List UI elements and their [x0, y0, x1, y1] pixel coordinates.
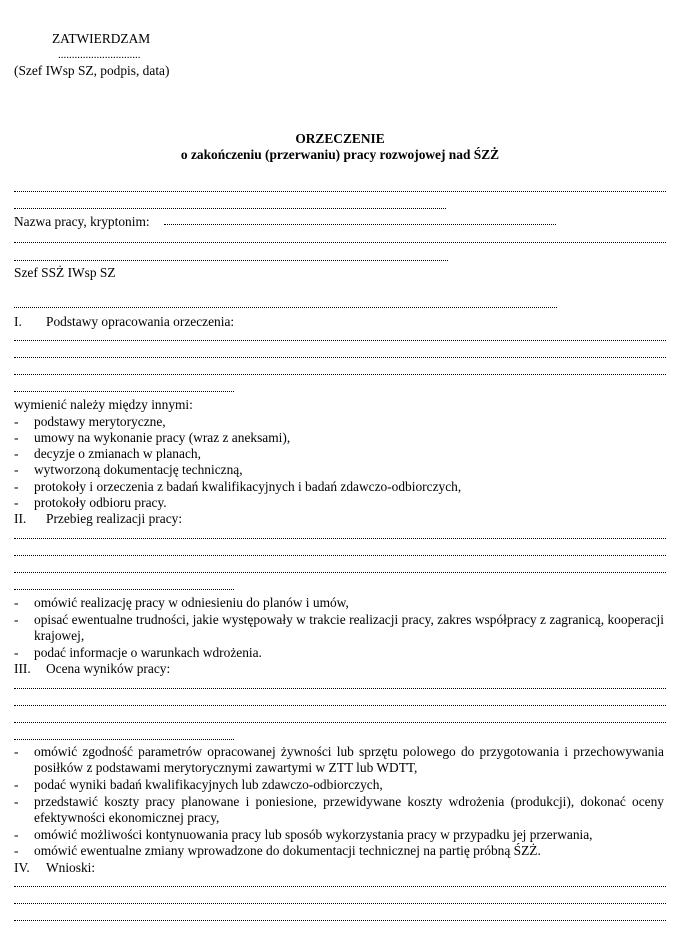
approval-heading: ZATWIERDZAM	[52, 31, 151, 46]
approval-signature-dots: ..............................	[58, 49, 141, 61]
document-title: ORZECZENIE	[295, 131, 385, 146]
fill-line[interactable]	[14, 250, 448, 261]
fill-line[interactable]	[14, 381, 234, 392]
approval-caption: (Szef IWsp SZ, podpis, data)	[14, 63, 170, 78]
fill-line[interactable]	[14, 297, 557, 308]
section-3-heading	[14, 661, 170, 677]
fill-line[interactable]	[14, 364, 666, 375]
document-page: ZATWIERDZAM .............................. (Szef IWsp SZ, podpis, data) ORZECZENIE o zakończeniu (przerwaniu) pracy rozwojowej nad ŚZŻ Nazwa pracy, kryptonim: Szef SSŻ IWsp SZ I. Podstawy opracowania orzeczenia: wymienić należy między innymi: - podstawy merytoryczne, - umowy na wykonanie pracy (wraz z aneksami), - decyzje o zmianach w planach, - wytworzoną dokumentację techniczną, - protokoły i orzeczenia z badań kwalifikacyjnych i badań zdawczo-odbiorczych, - protokoły odbioru pracy. II. Przebieg realizacji pracy: - omówić realizację pracy w odniesieniu do planów i umów, - opisać ewentualne trudności, jakie występowały w trakcie realizacji pracy, zakres współpracy z zagranicą, kooperacji krajowej, - podać informacje o warunkach wdrożenia. III. Ocena wyników pracy: - omówić zgodność parametrów opracowanej żywności lub sprzętu polowego do przygotowania i przechowywania posiłków z podstawami merytorycznymi zawartymi w ZTT lub WDTT, - podać wyniki badań kwalifikacyjnych lub zdawczo-odbiorczych, - przedstawić koszty pracy planowane i poniesione, przewidywane koszty wdrożenia (produkcji), dokonać oceny efektywności ekonomicznej pracy, - omówić możliwości kontynuowania pracy lub sposób wykorzystania pracy w przypadku jej przerwania, - omówić ewentualne zmiany wprowadzone do dokumentacji technicznej na partię próbną ŚZŻ. IV. Wnioski:	[0, 0, 680, 950]
document-subtitle: o zakończeniu (przerwaniu) pracy rozwojowej nad ŚZŻ	[180, 147, 500, 162]
fill-line[interactable]	[14, 893, 666, 904]
section-title: Podstawy opracowania orzeczenia:	[46, 314, 235, 329]
fill-line[interactable]	[14, 910, 666, 921]
fill-line[interactable]	[14, 528, 666, 539]
work-name-label: Nazwa pracy, kryptonim:	[14, 214, 150, 229]
section-1-heading	[14, 314, 234, 330]
fill-line[interactable]	[14, 545, 666, 556]
fill-line[interactable]	[14, 729, 234, 740]
section-title: Wnioski:	[46, 860, 96, 875]
fill-line[interactable]	[14, 579, 234, 590]
section-2-heading	[14, 511, 182, 527]
fill-line[interactable]	[14, 876, 666, 887]
fill-line[interactable]	[14, 712, 666, 723]
section-1-intro: wymienić należy między innymi:	[14, 397, 193, 412]
section-title: Przebieg realizacji pracy:	[46, 511, 183, 526]
fill-line[interactable]	[14, 181, 666, 192]
section-title: Ocena wyników pracy:	[46, 661, 171, 676]
fill-line[interactable]	[14, 678, 666, 689]
work-name-field[interactable]	[164, 214, 556, 225]
section-number: III.	[14, 661, 31, 676]
fill-line[interactable]	[14, 330, 666, 341]
fill-line[interactable]	[14, 695, 666, 706]
section-number: IV.	[14, 860, 30, 875]
section-number: I.	[14, 314, 22, 329]
section-4-heading	[14, 860, 95, 876]
chief-label: Szef SSŻ IWsp SZ	[14, 265, 116, 280]
fill-line[interactable]	[14, 347, 666, 358]
fill-line[interactable]	[14, 198, 446, 209]
fill-line[interactable]	[14, 562, 666, 573]
section-number: II.	[14, 511, 27, 526]
fill-line[interactable]	[14, 232, 666, 243]
